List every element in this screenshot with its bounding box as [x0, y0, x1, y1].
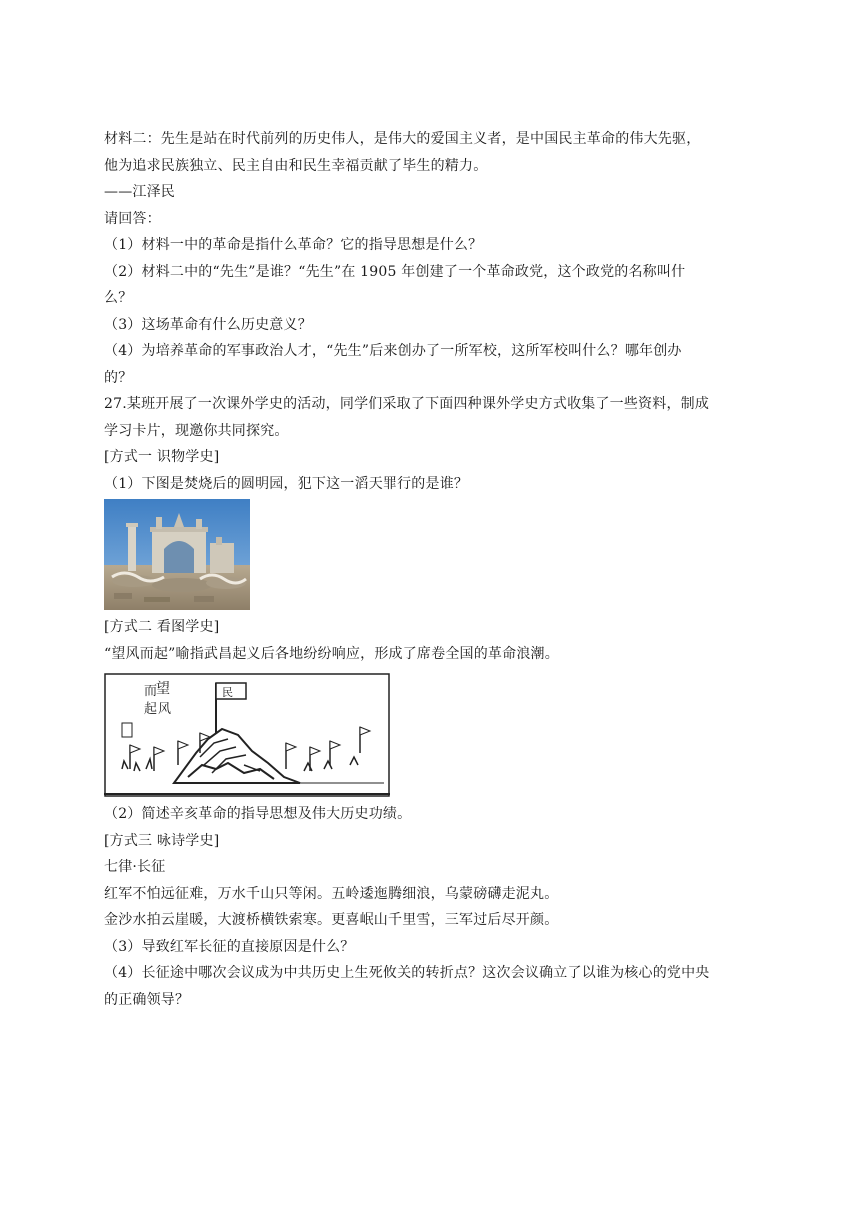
uprising-sketch-illustration	[104, 673, 390, 797]
answer-prompt: 请回答：	[104, 210, 161, 227]
q26-question-4-line2: 的？	[104, 369, 133, 386]
sketch-flag-text: 民	[222, 686, 233, 699]
q26-question-3: （3）这场革命有什么历史意义？	[104, 316, 312, 333]
method-2-heading: [方式二 看图学史]	[104, 619, 220, 635]
material2-line1: 材料二：先生是站在时代前列的历史伟人，是伟大的爱国主义者，是中国民主革命的伟大先驱，	[104, 131, 701, 147]
q27-intro-line1: 27.某班开展了一次课外学史的活动，同学们采取了下面四种课外学史方式收集了一些资料，制成	[104, 396, 710, 412]
method-2-question-2: （2）简述辛亥革命的指导思想及伟大历史功绩。	[104, 806, 412, 822]
q26-question-4-line1: （4）为培养革命的军事政治人才，“先生”后来创办了一所军校，这所军校叫什么？哪年创办	[104, 343, 682, 359]
method-3-heading: [方式三 咏诗学史]	[104, 832, 220, 849]
poem-line-1: 红军不怕远征难，万水千山只等闲。五岭逶迤腾细浪，乌蒙磅礴走泥丸。	[104, 885, 559, 902]
q26-question-2-line2: 么？	[104, 290, 133, 306]
method-3-question-4-line1: （4）长征途中哪次会议成为中共历史上生死攸关的转折点？这次会议确立了以谁为核心的党中央	[104, 965, 710, 981]
method-2-text: “望风而起”喻指武昌起义后各地纷纷响应，形成了席卷全国的革命浪潮。	[104, 645, 559, 662]
q27-intro-line2: 学习卡片，现邀你共同探究。	[104, 422, 289, 439]
method-3-question-4-line2: 的正确领导？	[104, 991, 190, 1008]
svg-text:风: 风	[158, 702, 172, 717]
sketch-caption-top: 望	[156, 681, 170, 697]
material2-attribution: ——江泽民	[104, 184, 175, 200]
method-1-heading: [方式一 识物学史]	[104, 449, 220, 465]
material2-line2: 他为追求民族独立、民主自由和民生幸福贡献了毕生的精力。	[104, 157, 488, 174]
document-content	[104, 126, 760, 1013]
poem-line-2: 金沙水拍云崖暖，大渡桥横铁索寒。更喜岷山千里雪，三军过后尽开颜。	[104, 912, 559, 928]
method-3-question-3: （3）导致红军长征的直接原因是什么？	[104, 938, 355, 955]
yuanmingyuan-ruins-photo	[104, 499, 250, 610]
svg-text:起: 起	[144, 702, 158, 717]
svg-text:而: 而	[144, 684, 158, 699]
method-1-question-1: （1）下图是焚烧后的圆明园，犯下这一滔天罪行的是谁？	[104, 475, 469, 492]
q26-question-2-line1: （2）材料二中的“先生”是谁？“先生”在 1905 年创建了一个革命政党，这个政党的名称叫什	[104, 263, 686, 280]
poem-title: 七律·长征	[104, 859, 166, 875]
q26-question-1: （1）材料一中的革命是指什么革命？它的指导思想是什么？	[104, 237, 483, 253]
